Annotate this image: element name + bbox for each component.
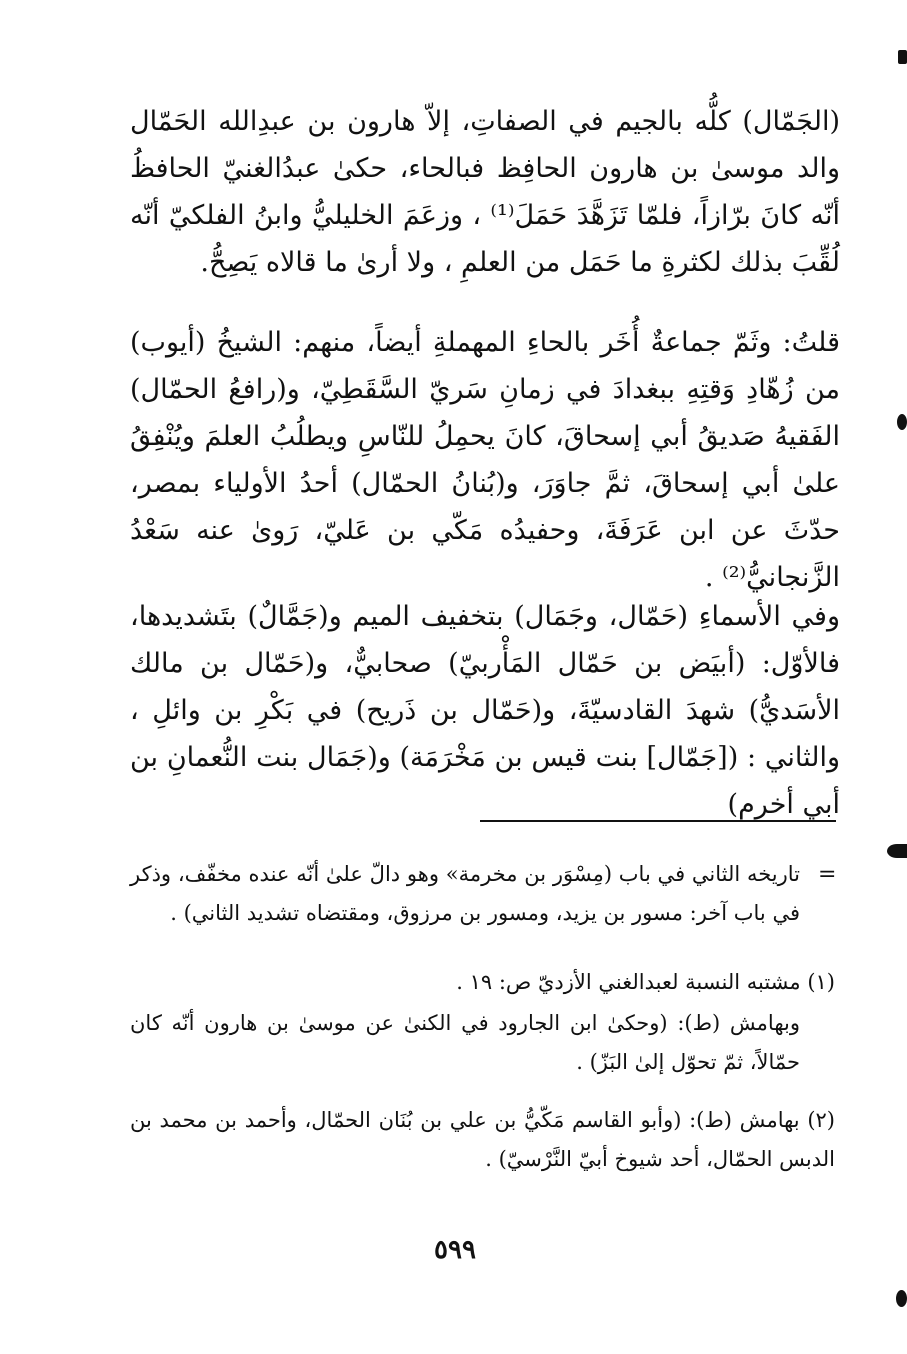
footnote-continuation: تاريخه الثاني في باب (مِسْوَر بن مخرمة» وهو دالّ علىٰ أنّه عنده مخفّف، وذكر في باب آخر: مسور بن يزيد، ومسور بن مرزوق، ومقتضاه تشديد الثاني) . (130, 862, 800, 925)
binding-mark-top (898, 50, 907, 64)
page-number: ٥٩٩ (434, 1235, 476, 1265)
footnote-continuation-mark: = (818, 862, 837, 887)
footnote-1-reference: (١) مشتبه النسبة لعبدالغني الأزديّ ص: ١٩ . (456, 970, 835, 994)
binding-mark-middle (887, 844, 907, 858)
footnote-2: (٢) بهامش (ط): (وأبو القاسم مَكّيُّ بن علي بن بُنَان الحمّال، وأحمد بن محمد بن الدبس الحمّال، أحد شيوخ أبيّ النَّرْسيّ) . (130, 1108, 835, 1171)
footnote-separator (480, 820, 836, 822)
body-paragraph-1: (الجَمّال) كلُّه بالجيم في الصفاتِ، إلاّ هارون بن عبدِالله الحَمّال والد موسىٰ بن هارون الحافِظ فبالحاء، حكىٰ عبدُالغنيّ الحافظُ أنّه كانَ برّازاً، فلمّا تَزَهَّدَ حَمَلَ⁽¹⁾ ، وزعَمَ الخليليُّ وابنُ الفلكيّ أنّه لُقِّبَ بذلك لكثرةِ ما حَمَل من العلمِ ، ولا أرىٰ ما قالاه يَصِحُّ. (130, 106, 840, 278)
binding-mark-upper (897, 414, 907, 430)
footnote-1-margin-note: وبهامش (ط): (وحكىٰ ابن الجارود في الكنىٰ عن موسىٰ بن هارون أنّه كان حمّالاً، ثمّ تحوّل إلىٰ البَزّ) . (130, 1011, 800, 1074)
binding-mark-bottom (896, 1290, 907, 1307)
body-paragraph-2: قلتُ: وثَمّ جماعةٌ أُخَر بالحاءِ المهملةِ أيضاً، منهم: الشيخُ (أيوب) من زُهّادِ وَقتِهِ ببغدادَ في زمانِ سَريّ السَّقَطِيّ، و(رافعُ الحمّال) الفَقيهُ صَديقُ أبي إسحاقَ، كانَ يحمِلُ للنّاسِ ويطلُبُ العلمَ ويُنْفِقُ علىٰ أبي إسحاقَ، ثمَّ جاوَرَ، و(بُنانُ الحمّال) أحدُ الأولياء بمصر، حدّثَ عن ابن عَرَفَةَ، وحفيدُه مَكّي بن عَليّ، رَوىٰ عنه سَعْدُ الزَّنجانيُّ⁽²⁾ . (130, 327, 840, 593)
body-paragraph-3: وفي الأسماءِ (حَمّال، وجَمَال) بتخفيف الميم و(جَمَّالٌ) بتَشديدها، فالأوّل: (أبيَض بن حَمّال المَأْربيّ) صحابيٌّ، و(حَمّال بن مالك الأسَديُّ) شهدَ القادسيّةَ، و(حَمّال بن ذَريح) في بَكْرِ بن وائلِ ، والثاني : ([جَمّال] بنت قيس بن مَخْرَمَة) و(جَمَال بنت النُّعمانِ بن أبي أخرم) (130, 601, 840, 820)
